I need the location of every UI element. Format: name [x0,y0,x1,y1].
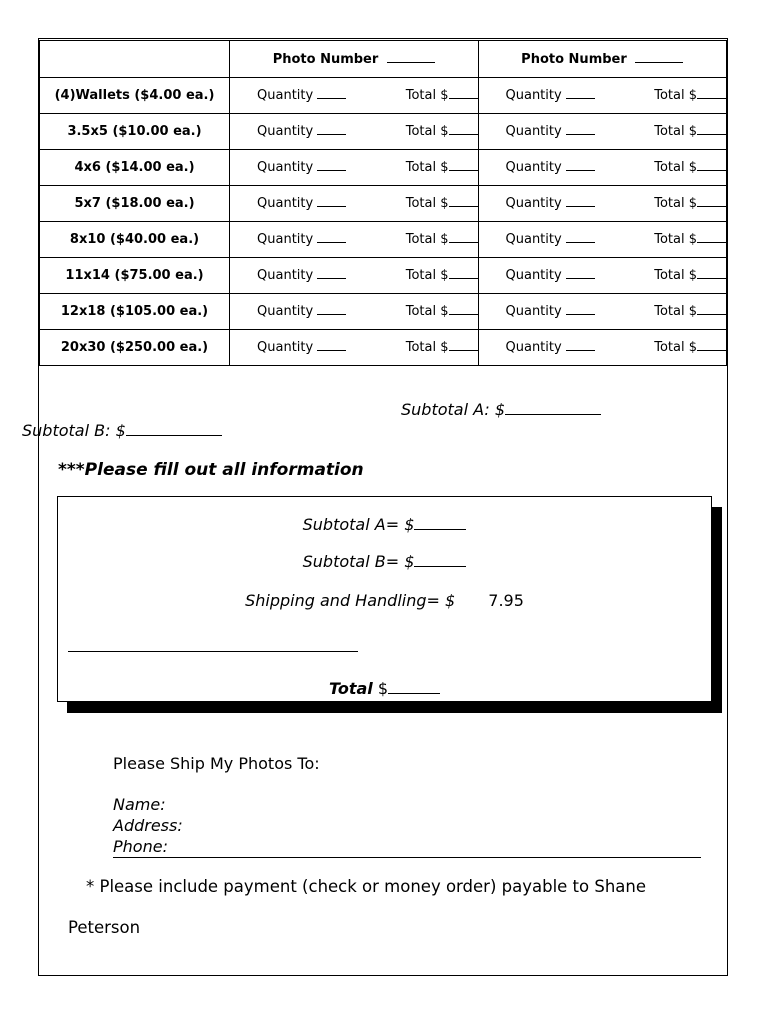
subtotal-b-label: Subtotal B: $ [22,421,126,440]
column-1-cell [230,294,478,330]
total-label: Total [328,679,373,698]
quantity-field[interactable] [506,88,595,103]
quantity-label: Quantity [257,88,314,103]
total-label: Total $ [405,196,449,211]
total-label: Total $ [405,340,449,355]
total-field[interactable] [654,160,726,175]
photo-number-label: Photo Number [521,51,627,67]
summary-total[interactable] [58,679,711,698]
quantity-field[interactable] [257,124,346,139]
total-field[interactable] [654,304,726,319]
shipping-value: 7.95 [488,591,524,610]
quantity-label: Quantity [257,304,314,319]
summary-subtotal-a[interactable] [58,515,711,534]
quantity-label: Quantity [505,268,562,283]
total-field[interactable] [406,124,478,139]
summary-box [57,496,712,702]
quantity-label: Quantity [505,304,562,319]
photo-number-header-1 [230,41,478,78]
total-field[interactable] [654,196,726,211]
quantity-field[interactable] [506,160,595,175]
total-label: Total $ [405,160,449,175]
column-1-cell [230,78,478,114]
total-field[interactable] [406,232,478,247]
order-table [39,40,727,366]
quantity-field[interactable] [257,268,346,283]
total-field[interactable] [654,340,726,355]
payment-note: * Please include payment (check or money order) payable to Shane [86,877,647,896]
total-label: Total $ [654,124,697,139]
size-price-cell: 8x10 ($40.00 ea.) [40,222,230,258]
table-row [40,78,727,114]
column-1-cell [230,330,478,366]
address-label[interactable]: Address: [113,816,183,835]
name-label[interactable]: Name: [113,795,166,814]
total-field[interactable] [654,124,726,139]
total-field[interactable] [406,88,478,103]
column-2-cell [478,222,727,258]
total-label: Total $ [405,88,449,103]
table-row [40,150,727,186]
header-empty-cell [40,41,230,78]
quantity-label: Quantity [257,196,314,211]
total-field[interactable] [406,340,478,355]
total-label: Total $ [654,268,697,283]
quantity-label: Quantity [505,340,562,355]
photo-number-blank[interactable] [387,61,435,63]
quantity-field[interactable] [257,196,346,211]
table-row [40,222,727,258]
quantity-field[interactable] [506,268,595,283]
size-price-cell: 20x30 ($250.00 ea.) [40,330,230,366]
quantity-label: Quantity [257,340,314,355]
quantity-field[interactable] [506,232,595,247]
total-label: Total $ [405,232,449,247]
quantity-field[interactable] [257,88,346,103]
payment-note-continued: Peterson [68,918,141,937]
column-2-cell [478,330,727,366]
table-row [40,258,727,294]
phone-label[interactable]: Phone: [113,837,168,856]
column-2-cell [478,150,727,186]
total-field[interactable] [406,268,478,283]
table-row [40,186,727,222]
quantity-field[interactable] [506,196,595,211]
size-price-cell: (4)Wallets ($4.00 ea.) [40,78,230,114]
size-price-cell: 4x6 ($14.00 ea.) [40,150,230,186]
quantity-field[interactable] [257,304,346,319]
total-field[interactable] [654,268,726,283]
notice-text: ***Please fill out all information [58,460,364,480]
quantity-field[interactable] [257,232,346,247]
size-price-cell: 12x18 ($105.00 ea.) [40,294,230,330]
table-row [40,114,727,150]
total-label: Total $ [654,196,697,211]
photo-number-label: Photo Number [272,51,379,67]
column-1-cell [230,114,478,150]
total-label: Total $ [405,268,449,283]
total-field[interactable] [654,88,726,103]
summary-rule [68,651,358,652]
subtotal-a-line[interactable] [401,400,601,419]
photo-number-blank[interactable] [635,61,683,63]
quantity-label: Quantity [505,232,562,247]
total-field[interactable] [654,232,726,247]
size-price-cell: 11x14 ($75.00 ea.) [40,258,230,294]
total-label: Total $ [654,232,697,247]
column-1-cell [230,186,478,222]
quantity-field[interactable] [506,304,595,319]
summary-subtotal-a-label: Subtotal A= $ [302,515,415,534]
size-price-cell: 5x7 ($18.00 ea.) [40,186,230,222]
total-label: Total $ [405,124,449,139]
shipping-label: Shipping and Handling= $ [245,591,456,610]
quantity-field[interactable] [506,124,595,139]
quantity-label: Quantity [257,124,314,139]
column-1-cell [230,222,478,258]
quantity-field[interactable] [257,160,346,175]
total-field[interactable] [406,304,478,319]
total-field[interactable] [406,160,478,175]
summary-subtotal-b[interactable] [58,552,711,571]
quantity-field[interactable] [506,340,595,355]
column-1-cell [230,258,478,294]
subtotal-b-line[interactable] [22,421,222,440]
total-label: Total $ [654,88,697,103]
summary-subtotal-b-label: Subtotal B= $ [302,552,415,571]
quantity-label: Quantity [505,124,562,139]
table-row [40,330,727,366]
photo-number-header-2 [478,41,727,78]
column-1-cell [230,150,478,186]
ship-to-line [113,857,701,858]
size-price-cell: 3.5x5 ($10.00 ea.) [40,114,230,150]
total-label: Total $ [405,304,449,319]
quantity-label: Quantity [505,88,562,103]
quantity-label: Quantity [505,160,562,175]
total-field[interactable] [406,196,478,211]
quantity-field[interactable] [257,340,346,355]
column-2-cell [478,258,727,294]
ship-to-heading: Please Ship My Photos To: [113,754,320,773]
total-label: Total $ [654,160,697,175]
quantity-label: Quantity [257,268,314,283]
column-2-cell [478,186,727,222]
total-currency: $ [377,679,389,698]
quantity-label: Quantity [257,160,314,175]
column-2-cell [478,114,727,150]
total-label: Total $ [654,340,697,355]
quantity-label: Quantity [257,232,314,247]
quantity-label: Quantity [505,196,562,211]
column-2-cell [478,78,727,114]
column-2-cell [478,294,727,330]
subtotal-a-label: Subtotal A: $ [401,400,506,419]
table-row [40,294,727,330]
table-header-row [40,41,727,78]
total-label: Total $ [654,304,697,319]
summary-shipping [58,591,711,610]
